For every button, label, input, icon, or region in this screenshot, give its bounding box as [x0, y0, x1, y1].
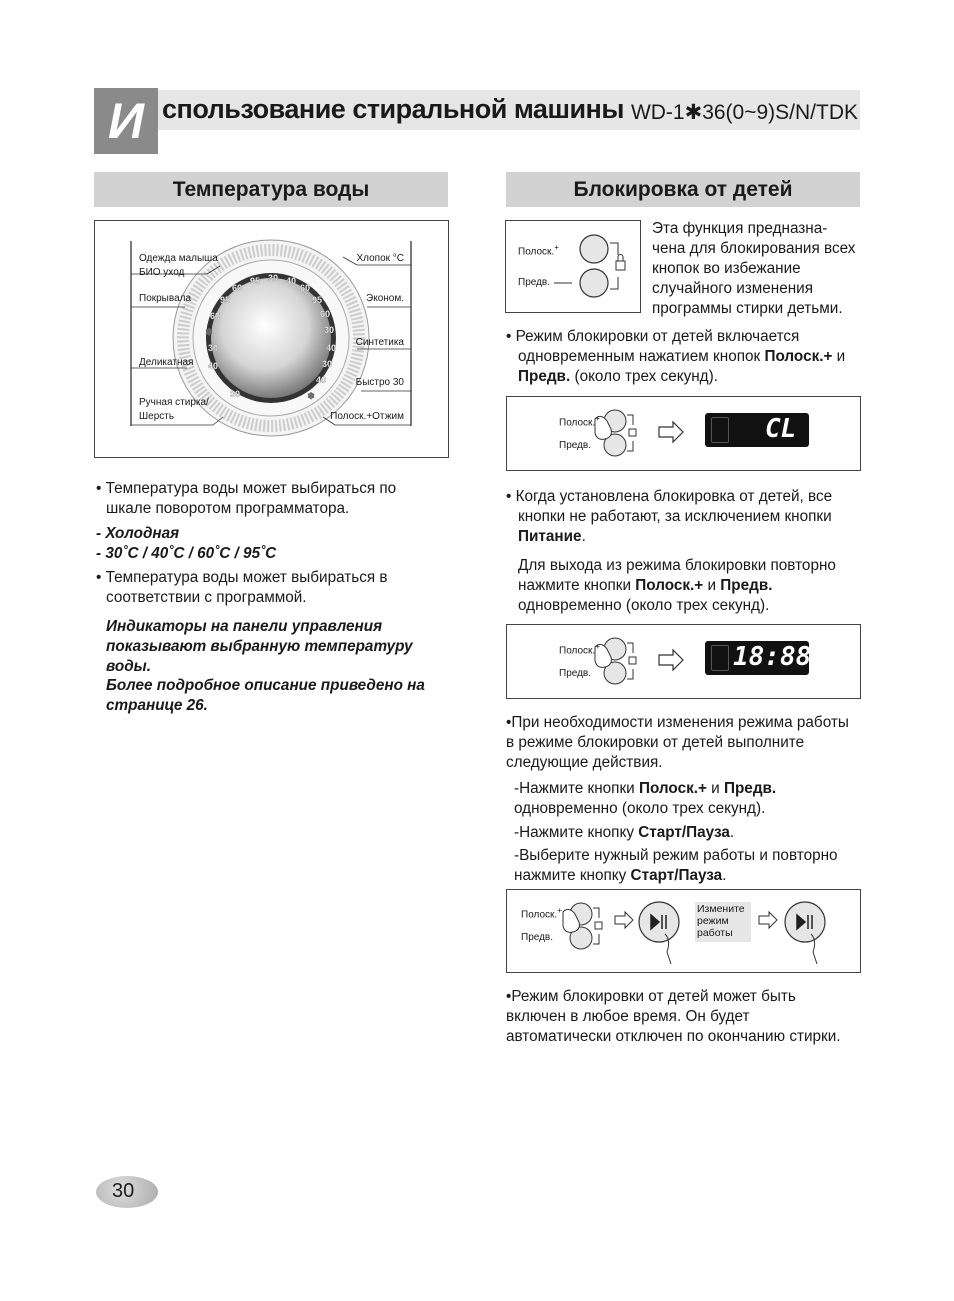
arrow-icon	[659, 650, 683, 670]
section-title-child-lock: Блокировка от детей	[506, 172, 860, 207]
page-title: спользование стиральной машины	[162, 94, 624, 124]
model-number: WD-1✱36(0~9)S/N/TDK	[630, 101, 858, 124]
dial-label-rinse-spin: Полоск.+Отжим	[330, 411, 404, 422]
ring-temp: 30	[323, 325, 335, 335]
note-see-page: Более подробное описание приведено на странице 26.	[106, 677, 425, 714]
note-indicators: Индикаторы на панели управления показывают выбранную температуру воды.	[106, 618, 413, 675]
dial-figure	[94, 220, 449, 458]
dial-label-quick30: Быстро 30	[355, 377, 404, 388]
lock-display-figure	[506, 396, 861, 471]
bullet-lock-anytime: •Режим блокировки от детей может быть включен в любое время. Он будет автоматически отключен по окончанию стирки.	[506, 988, 841, 1045]
dial-label-blankets: Покрывала	[139, 293, 192, 304]
step-press-start: -Нажмите кнопку Старт/Пауза.	[514, 824, 735, 841]
lock-icon	[616, 261, 625, 270]
ring-temp: 95	[249, 276, 261, 286]
step-select-mode: -Выберите нужный режим работы и повторно нажмите кнопку Старт/Пауза.	[514, 847, 838, 884]
unlock-display-figure	[506, 624, 861, 699]
button-label-pre: Предв.	[559, 440, 592, 451]
lcd-text-cl: CL	[765, 414, 797, 444]
bullet-change-mode: •При необходимости изменения режима работы в режиме блокировки от детей выполните следующие действия.	[506, 714, 849, 771]
ring-temp: 40	[285, 276, 297, 286]
ring-temp: 40	[325, 343, 337, 353]
lock-exit-instructions: Для выхода из режима блокировки повторно нажмите кнопки Полоск.+ и Предв. одновременно (около трех секунд).	[518, 557, 836, 614]
snowflake-icon: ❄	[205, 327, 213, 337]
dial-label-eco: Эконом.	[366, 293, 404, 304]
lcd-icons	[711, 645, 729, 671]
lcd-text-time: 18:88	[733, 642, 812, 672]
page-number: 30	[112, 1180, 135, 1202]
change-mode-svg	[507, 890, 859, 971]
dial-label-delicate: Деликатная	[139, 357, 194, 368]
ring-temp: 30	[229, 389, 241, 399]
ring-temp: 30	[207, 343, 219, 353]
dial-label-bio: БИО уход	[139, 267, 185, 278]
ring-temp: 40	[207, 361, 219, 371]
arrow-icon	[615, 912, 633, 928]
ring-temp: 60	[319, 309, 331, 319]
bullet-lock-enable: • Режим блокировки от детей включается одновременным нажатием кнопок Полоск.+ и Предв. (около трех секунд).	[506, 328, 846, 385]
dial-label-handwash: Ручная стирка/	[139, 397, 209, 408]
arrow-icon	[659, 422, 683, 442]
button-label-pre: Предв.	[559, 668, 592, 679]
ring-temp: 30	[321, 359, 333, 369]
snowflake-icon: ❄	[307, 391, 315, 401]
lock-display-svg	[507, 397, 859, 469]
lcd-icons	[711, 417, 729, 443]
button-label-pre: Предв.	[518, 277, 551, 288]
arrow-icon	[759, 912, 777, 928]
change-mode-label: Измените режим работы	[697, 903, 745, 939]
lock-buttons-figure	[505, 220, 641, 313]
step-press-buttons: -Нажмите кнопки Полоск.+ и Предв. одновременно (около трех секунд).	[514, 780, 777, 817]
ring-temp: 60	[299, 283, 311, 293]
dial-label-wool: Шерсть	[139, 411, 175, 422]
ring-temp: 95	[311, 295, 323, 305]
button-label-rinse: Полоск.+	[521, 906, 562, 921]
lock-buttons-svg	[506, 221, 639, 311]
ring-temp: 30	[267, 273, 279, 283]
ring-temp: 95	[219, 295, 231, 305]
bullet-temp-dial: • Температура воды может выбираться по шкале поворотом программатора.	[96, 480, 397, 517]
dial-label-synthetic: Синтетика	[355, 337, 404, 348]
dial-label-baby: Одежда малыша	[139, 253, 218, 264]
bullet-lock-active: • Когда установлена блокировка от детей, все кнопки не работают, за исключением кнопки Питание.	[506, 488, 833, 545]
ring-temp: 40	[315, 375, 327, 385]
button-label-rinse: Полоск.+	[518, 243, 559, 258]
button-label-pre: Предв.	[521, 932, 554, 943]
button-label-rinse: Полоск.+	[559, 414, 600, 429]
ring-temp: 60	[209, 311, 221, 321]
option-temps: - 30˚C / 40˚C / 60˚C / 95˚C	[96, 545, 277, 562]
option-cold: - Холодная	[96, 525, 180, 542]
header-initial: И	[108, 93, 144, 149]
bullet-temp-program: • Температура воды может выбираться в соответствии с программой.	[96, 569, 388, 606]
button-label-rinse: Полоск.+	[559, 642, 600, 657]
section-title-water-temp: Температура воды	[94, 172, 448, 207]
change-mode-figure	[506, 889, 861, 973]
dial-label-cotton: Хлопок °C	[356, 253, 404, 264]
child-lock-intro: Эта функция предназна- чена для блокирования всех кнопок во избежание случайного изменения программы стирки детьми.	[652, 220, 856, 317]
ring-temp: 60	[231, 283, 243, 293]
